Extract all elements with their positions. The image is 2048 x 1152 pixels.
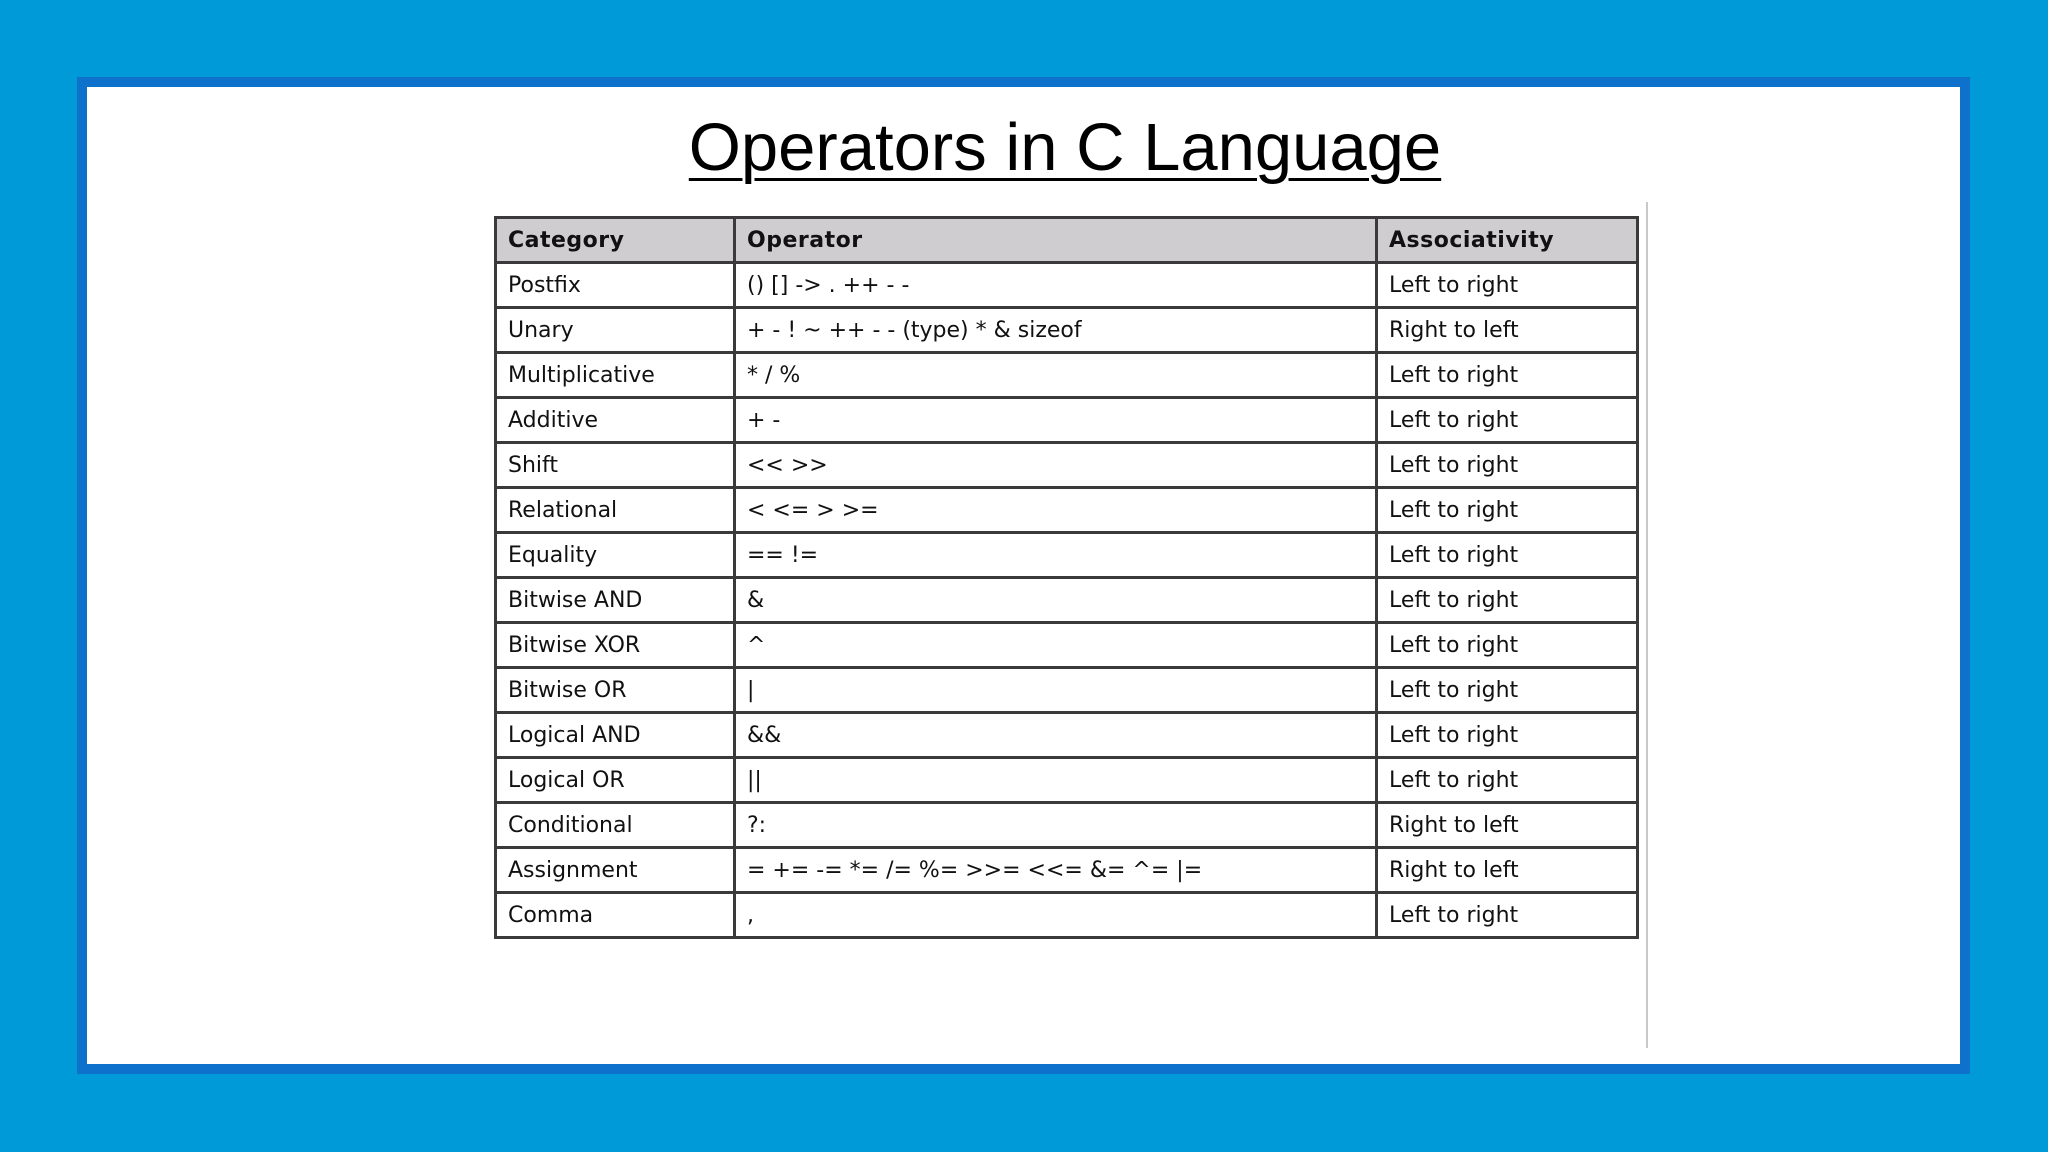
cell-operator: + - bbox=[735, 398, 1377, 443]
cell-associativity: Left to right bbox=[1377, 533, 1638, 578]
table-row bbox=[496, 533, 1638, 578]
cell-associativity: Left to right bbox=[1377, 758, 1638, 803]
table-row bbox=[496, 668, 1638, 713]
table-row bbox=[496, 443, 1638, 488]
cell-category: Postfix bbox=[496, 263, 735, 308]
cell-operator: () [] -> . ++ - - bbox=[735, 263, 1377, 308]
cell-operator: | bbox=[735, 668, 1377, 713]
cell-operator: ?: bbox=[735, 803, 1377, 848]
cell-category: Assignment bbox=[496, 848, 735, 893]
header-operator: Operator bbox=[735, 218, 1377, 263]
cell-category: Relational bbox=[496, 488, 735, 533]
cell-associativity: Left to right bbox=[1377, 263, 1638, 308]
operators-table bbox=[494, 216, 1639, 939]
cell-operator: == != bbox=[735, 533, 1377, 578]
cell-category: Comma bbox=[496, 893, 735, 938]
cell-operator: , bbox=[735, 893, 1377, 938]
table-row bbox=[496, 713, 1638, 758]
cell-operator: || bbox=[735, 758, 1377, 803]
table-row bbox=[496, 308, 1638, 353]
table-row bbox=[496, 848, 1638, 893]
table-row bbox=[496, 803, 1638, 848]
header-category: Category bbox=[496, 218, 735, 263]
cell-associativity: Left to right bbox=[1377, 488, 1638, 533]
cell-category: Bitwise XOR bbox=[496, 623, 735, 668]
operators-table-container bbox=[494, 216, 1636, 939]
cell-associativity: Right to left bbox=[1377, 308, 1638, 353]
cell-associativity: Right to left bbox=[1377, 848, 1638, 893]
cell-associativity: Left to right bbox=[1377, 578, 1638, 623]
cell-associativity: Left to right bbox=[1377, 893, 1638, 938]
table-row bbox=[496, 398, 1638, 443]
table-row bbox=[496, 353, 1638, 398]
cell-category: Multiplicative bbox=[496, 353, 735, 398]
table-row bbox=[496, 758, 1638, 803]
table-row bbox=[496, 623, 1638, 668]
cell-operator: & bbox=[735, 578, 1377, 623]
cell-category: Conditional bbox=[496, 803, 735, 848]
cell-operator: ^ bbox=[735, 623, 1377, 668]
cell-category: Bitwise AND bbox=[496, 578, 735, 623]
header-associativity: Associativity bbox=[1377, 218, 1638, 263]
cell-category: Bitwise OR bbox=[496, 668, 735, 713]
cell-operator: < <= > >= bbox=[735, 488, 1377, 533]
table-row bbox=[496, 578, 1638, 623]
slide-title: Operators in C Language bbox=[688, 110, 1442, 185]
cell-category: Logical OR bbox=[496, 758, 735, 803]
table-row bbox=[496, 263, 1638, 308]
table-row bbox=[496, 488, 1638, 533]
cell-category: Logical AND bbox=[496, 713, 735, 758]
cell-associativity: Left to right bbox=[1377, 398, 1638, 443]
cell-operator: << >> bbox=[735, 443, 1377, 488]
cell-operator: * / % bbox=[735, 353, 1377, 398]
cell-associativity: Left to right bbox=[1377, 443, 1638, 488]
cell-associativity: Left to right bbox=[1377, 668, 1638, 713]
cell-category: Unary bbox=[496, 308, 735, 353]
cell-operator: && bbox=[735, 713, 1377, 758]
cell-category: Equality bbox=[496, 533, 735, 578]
cell-category: Additive bbox=[496, 398, 735, 443]
cell-category: Shift bbox=[496, 443, 735, 488]
cell-associativity: Right to left bbox=[1377, 803, 1638, 848]
cell-associativity: Left to right bbox=[1377, 713, 1638, 758]
cell-operator: = += -= *= /= %= >>= <<= &= ^= |= bbox=[735, 848, 1377, 893]
cell-associativity: Left to right bbox=[1377, 353, 1638, 398]
cell-operator: + - ! ~ ++ - - (type) * & sizeof bbox=[735, 308, 1377, 353]
table-row bbox=[496, 893, 1638, 938]
cell-associativity: Left to right bbox=[1377, 623, 1638, 668]
table-header-row bbox=[496, 218, 1638, 263]
table-shadow-line bbox=[1646, 202, 1648, 1048]
